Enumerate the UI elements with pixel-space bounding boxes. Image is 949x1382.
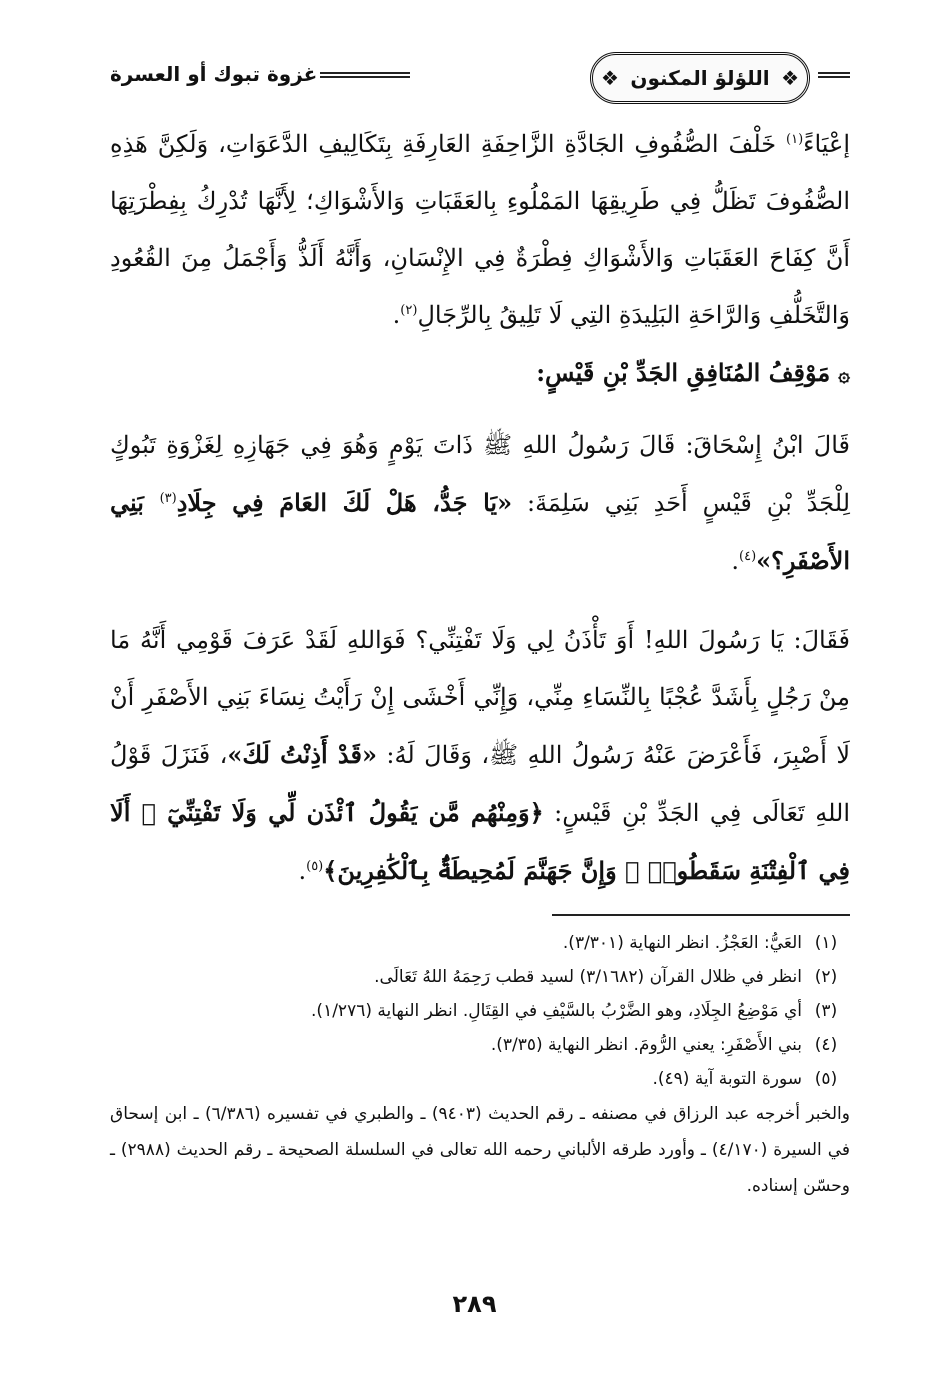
book-title: اللؤلؤ المكنون (630, 66, 770, 90)
footnote-ref-4[interactable]: (٤) (739, 549, 757, 564)
footnote-text: سورة التوبة آية (٤٩). (652, 1069, 802, 1089)
running-header (110, 52, 850, 104)
book-title-plaque (590, 52, 810, 104)
section-ornament-icon: ۞ (838, 362, 850, 386)
header-rule-right (818, 72, 850, 78)
paragraph-3 (110, 612, 850, 900)
footnote-number: (٤) (814, 1035, 838, 1055)
plaque-ornament-icon: ❖ (601, 66, 619, 90)
paragraph-text: . (392, 301, 401, 329)
footnote-number: (٢) (814, 967, 838, 987)
paragraph-text: . (298, 857, 307, 885)
footnote-ref-5[interactable]: (٥) (306, 859, 324, 874)
paragraph-text: خَلْفَ الصُّفُوفِ الجَادَّةِ الزَّاحِفَةِ العَارِفَةِ بِتَكَالِيفِ الدَّعَوَاتِ، وَلَكِنَّ هَذِهِ الصُّفُوفَ تَظَلُّ فِي طَرِيقِهَا المَمْلُوءِ بِالعَقَبَاتِ وَالأَشْوَاكِ؛ لِأَنَّهَا تُدْرِكُ بِفِطْرَتِهَا أَنَّ كِفَاحَ العَقَبَاتِ وَالأَشْوَاكِ فِطْرَةٌ فِي الإِنْسَانِ، وَأَنَّهُ أَلَذُّ وَأَجْمَلُ مِنَ القُعُودِ وَالتَّخَلُّفِ وَالرَّاحَةِ البَلِيدَةِ التِي لَا تَلِيقُ بِالرِّجَالِ (110, 130, 850, 329)
footnote-separator (552, 914, 850, 916)
footnote-item (110, 960, 850, 994)
paragraph-1 (110, 116, 850, 344)
footnote-number: (٣) (814, 1001, 838, 1021)
chapter-title: غزوة تبوك أو العسرة (110, 62, 318, 86)
footnote-number: (٥) (814, 1069, 838, 1089)
paragraph-text: . (731, 547, 739, 575)
footnote-item (110, 1062, 850, 1096)
paragraph-text: ، فَنَزَلَ قَوْلُ اللهِ تَعَالَى فِي الجَدِّ بْنِ قَيْسٍ: (110, 741, 850, 827)
footnote-ref-2[interactable]: (٢) (400, 303, 418, 318)
footnote-text: انظر في ظلال القرآن (٣/١٦٨٢) لسيد قطب رَحِمَهُ اللهُ تَعَالَى. (374, 967, 802, 987)
hadith-quote: «يَا جَدُّ، هَلْ لَكَ العَامَ فِي جِلَادِ (176, 488, 513, 517)
footnote-item (110, 1028, 850, 1062)
footnote-text: العَيُّ: العَجْزُ. انظر النهاية (٣/٣٠١). (562, 933, 802, 953)
section-heading (110, 344, 850, 403)
plaque-ornament-icon: ❖ (781, 66, 799, 90)
footnote-item (110, 994, 850, 1028)
page-number: ٢٨٩ (452, 1290, 497, 1318)
paragraph-2 (110, 417, 850, 590)
footnote-ref-3[interactable]: (٣) (159, 491, 177, 506)
paragraph-text: فَقَالَ: يَا رَسُولَ اللهِ! أَوَ تَأْذَنُ لِي وَلَا تَفْتِنِّي؟ فَوَاللهِ لَقَدْ عَرَفَ قَوْمِي أَنَّهُ مَا مِنْ رَجُلٍ بِأَشَدَّ عُجْبًا بِالنِّسَاءِ مِنِّي، وَإِنِّي أَخْشَى إِنْ رَأَيْتُ نِسَاءَ بَنِي الأَصْفَرِ أَنْ لَا أَصْبِرَ، فَأَعْرَضَ عَنْهُ رَسُولُ اللهِ ﷺ، وَقَالَ لَهُ: (110, 626, 851, 769)
footnote-item (110, 926, 850, 960)
footnote-continuation: والخبر أخرجه عبد الرزاق في مصنفه ـ رقم الحديث (٩٤٠٣) ـ والطبري في تفسيره (٦/٣٨٦) ـ ابن إسحاق في السيرة (٤/١٧٠) ـ وأورد طرقه الألباني رحمه الله تعالى في السلسلة الصحيحة ـ رقم الحديث (٢٩٨٨) ـ وحسّن إسناده. (110, 1104, 850, 1196)
footnotes (110, 926, 850, 1204)
footnote-text: بني الأَصْفَرِ: يعني الرُّومَ. انظر النهاية (٣/٣٥). (490, 1035, 802, 1055)
main-text (110, 116, 850, 900)
quran-verse: ﴿وَمِنْهُم مَّن يَقُولُ ٱئْذَن لِّي وَلَا تَفْتِنِّيٓ ۚ أَلَا فِي ٱلْفِتْنَةِ سَقَطُوا۟ ۗ وَإِنَّ جَهَنَّمَ لَمُحِيطَةٌۢ بِٱلْكَٰفِرِينَ﴾ (110, 798, 850, 885)
hadith-quote: بَنِي الأَصْفَرِ؟» (110, 488, 850, 575)
footnote-number: (١) (814, 933, 838, 953)
header-rule-left (320, 72, 410, 78)
paragraph-text: قَالَ ابْنُ إِسْحَاقَ: قَالَ رَسُولُ اللهِ ﷺ ذَاتَ يَوْمٍ وَهُوَ فِي جَهَازِهِ لِغَزْوَةِ تَبُوكٍ لِلْجَدِّ بْنِ قَيْسٍ أَحَدِ بَنِي سَلِمَةَ: (110, 431, 851, 517)
footnote-ref-1[interactable]: (١) (786, 132, 804, 147)
section-heading-text: مَوْقِفُ المُنَافِقِ الجَدِّ بْنِ قَيْسٍ: (536, 358, 831, 387)
paragraph-text: إعْيَاءً (803, 130, 850, 158)
hadith-quote: «قَدْ أَذِنْتُ لَكَ» (227, 740, 377, 769)
footnote-text: أي مَوْضِعُ الجِلَادِ، وهو الضَّرْبُ بالسَّيْفِ في القِتَالِ. انظر النهاية (١/٢٧٦). (311, 1001, 802, 1021)
